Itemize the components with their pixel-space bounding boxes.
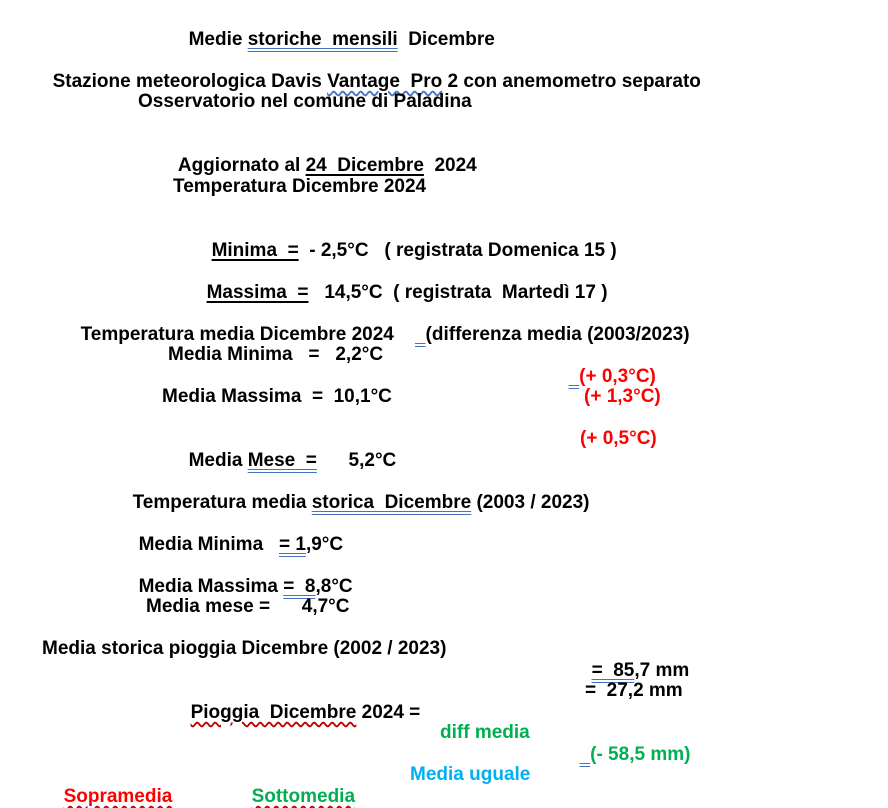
historical-heading-suffix: (2003 / 2023) bbox=[471, 492, 590, 513]
legend-above bbox=[53, 764, 172, 808]
current-heading: Temperatura Dicembre 2024 bbox=[173, 176, 427, 197]
rain-storica-eq: = 85 bbox=[591, 660, 635, 681]
rain-diff-line bbox=[569, 722, 690, 766]
title-prefix: Medie bbox=[188, 29, 248, 50]
legend-above-text: Sopramedia bbox=[63, 786, 173, 807]
historical-mese-line: Media mese = 4,7°C bbox=[146, 596, 350, 617]
current-min-text: - 2,5°C ( registrata Domenica 15 ) bbox=[298, 240, 617, 261]
historical-minima-value: ,9°C bbox=[305, 534, 344, 555]
media-minima-line: Media Minima = 2,2°C bbox=[168, 344, 384, 365]
updated-year: 2024 bbox=[423, 155, 477, 176]
rain-storica-value-line bbox=[581, 638, 689, 682]
media-minima-diff-gap bbox=[569, 366, 580, 387]
title-underlined: storiche mensili bbox=[247, 29, 398, 50]
averages-heading-diff: (differenza media (2003/2023) bbox=[425, 324, 690, 345]
current-min-label: Minima = bbox=[211, 240, 299, 261]
station-line bbox=[42, 49, 701, 93]
station-suffix: 2 con anemometro separato bbox=[442, 71, 701, 92]
historical-heading-underlined: storica Dicembre bbox=[311, 492, 472, 513]
current-min-line bbox=[201, 218, 617, 262]
station-model: Vantage Pro bbox=[327, 71, 443, 92]
title-line bbox=[178, 7, 495, 51]
historical-minima-label: Media Minima bbox=[138, 534, 279, 555]
rain-diff-value: (- 58,5 mm) bbox=[590, 744, 691, 765]
historical-minima-line bbox=[128, 512, 343, 556]
legend-below-text: Sottomedia bbox=[251, 786, 356, 807]
rain-diff-label: diff media bbox=[440, 722, 530, 743]
media-minima-diff bbox=[558, 344, 656, 388]
averages-heading-gap bbox=[415, 324, 426, 345]
media-mese-word: Mese = bbox=[247, 450, 317, 471]
media-massima-diff: (+ 1,3°C) bbox=[584, 386, 661, 407]
historical-heading-prefix: Temperatura media bbox=[132, 492, 312, 513]
rain-storica-label: Media storica pioggia Dicembre (2002 / 2023) bbox=[42, 638, 447, 659]
rain-storica-value: ,7 mm bbox=[634, 660, 690, 681]
legend-below bbox=[241, 764, 355, 808]
updated-prefix: Aggiornato al bbox=[177, 155, 306, 176]
rain-diff-gap bbox=[580, 744, 591, 765]
historical-minima-eq: = 1 bbox=[278, 534, 306, 555]
rain-current-label bbox=[180, 680, 420, 724]
media-mese-diff: (+ 0,5°C) bbox=[580, 428, 657, 449]
station-prefix: Stazione meteorologica Davis bbox=[52, 71, 328, 92]
legend-equal: Media uguale bbox=[410, 764, 531, 785]
media-mese-label: Media bbox=[188, 450, 248, 471]
media-minima-diff-value: (+ 0,3°C) bbox=[579, 366, 656, 387]
historical-massima-line bbox=[128, 554, 353, 598]
media-massima-line: Media Massima = 10,1°C bbox=[162, 386, 392, 407]
averages-heading-text: Temperatura media Dicembre 2024 bbox=[80, 324, 415, 345]
rain-current-underlined: Pioggia Dicembre bbox=[190, 702, 357, 723]
historical-massima-eq: = 8 bbox=[283, 576, 316, 597]
rain-current-suffix: 2024 = bbox=[356, 702, 421, 723]
historical-massima-value: ,8°C bbox=[315, 576, 353, 597]
rain-current-value: = 27,2 mm bbox=[585, 680, 683, 701]
observatory-line: Osservatorio nel comune di Paladina bbox=[138, 91, 472, 112]
media-mese-value: 5,2°C bbox=[316, 450, 397, 471]
media-mese-line bbox=[178, 428, 396, 472]
current-max-line bbox=[196, 260, 608, 304]
title-suffix: Dicembre bbox=[397, 29, 495, 50]
historical-heading bbox=[122, 470, 590, 514]
updated-line bbox=[168, 133, 477, 177]
current-max-text: 14,5°C ( registrata Martedì 17 ) bbox=[308, 282, 608, 303]
historical-massima-label: Media Massima bbox=[138, 576, 284, 597]
updated-date: 24 Dicembre bbox=[305, 155, 424, 176]
averages-heading bbox=[70, 302, 690, 346]
current-max-label: Massima = bbox=[206, 282, 309, 303]
